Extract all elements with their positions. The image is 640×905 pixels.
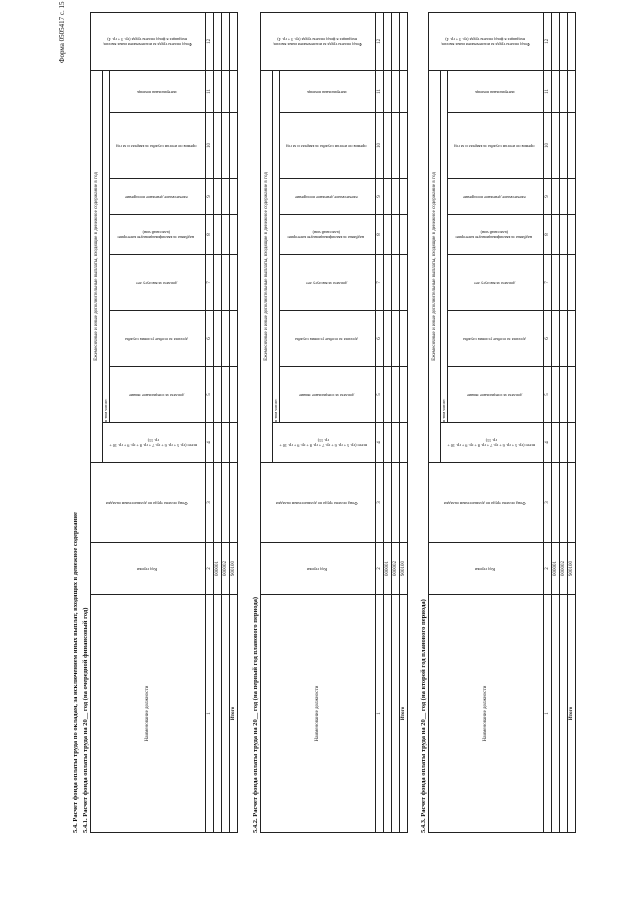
cell-input[interactable] bbox=[560, 12, 568, 70]
form-code: Форма 0505417 с. 15 bbox=[58, 1, 66, 63]
cell-input[interactable] bbox=[400, 70, 408, 112]
cell-input[interactable] bbox=[384, 423, 392, 463]
total-code: 900100 bbox=[568, 543, 576, 595]
cell-input[interactable] bbox=[552, 463, 560, 543]
cell-input[interactable] bbox=[230, 215, 238, 255]
section-title-1: 5.4.1. Расчет фонда оплаты труда на 20__ год (на очередной финансовый год) bbox=[82, 607, 89, 833]
total-label: Итого bbox=[400, 595, 408, 833]
cell-input[interactable] bbox=[222, 595, 230, 833]
cell-input[interactable] bbox=[222, 463, 230, 543]
col-num: 3 bbox=[206, 463, 214, 543]
cell-input[interactable] bbox=[222, 423, 230, 463]
col-num: 11 bbox=[206, 70, 214, 112]
total-code: 900100 bbox=[230, 543, 238, 595]
table-row bbox=[214, 12, 222, 832]
cell-input[interactable] bbox=[222, 255, 230, 311]
cell-input[interactable] bbox=[552, 367, 560, 423]
cell-input[interactable] bbox=[222, 215, 230, 255]
col-num: 12 bbox=[206, 12, 214, 70]
cell-input[interactable] bbox=[214, 595, 222, 833]
table-row bbox=[384, 12, 392, 832]
total-label: Итого bbox=[568, 595, 576, 833]
cell-input[interactable] bbox=[400, 215, 408, 255]
header-position: Наименование должности bbox=[261, 595, 376, 833]
header-secrecy: ежемесячное денежное поощрение bbox=[110, 179, 206, 215]
cell-input[interactable] bbox=[384, 12, 392, 70]
total-row bbox=[400, 12, 408, 832]
col-num: 11 bbox=[376, 70, 384, 112]
cell-input[interactable] bbox=[568, 215, 576, 255]
cell-input[interactable] bbox=[230, 255, 238, 311]
cell-input[interactable] bbox=[392, 179, 400, 215]
cell-input[interactable] bbox=[214, 255, 222, 311]
header-code: Код строки bbox=[429, 543, 544, 595]
cell-input[interactable] bbox=[568, 70, 576, 112]
cell-input[interactable] bbox=[568, 255, 576, 311]
cell-input[interactable] bbox=[384, 179, 392, 215]
fund-table-3 bbox=[428, 12, 576, 833]
header-special-rank: доплата за специальное звание bbox=[448, 367, 544, 423]
header-fund-total: Фонд оплаты труда за исключением иных выплат, входящих в фонд оплаты труда (гр. 3 + гр. 4) bbox=[261, 12, 376, 70]
cell-input[interactable] bbox=[230, 367, 238, 423]
main-title: 5.4. Расчет фонда оплаты труда по окладам, за исключением иных выплат, входящих в денежное содержание bbox=[72, 512, 79, 833]
header-special-conditions: доплата за особые условия службы bbox=[110, 311, 206, 367]
header-group: Ежемесячные и иные дополнительные выплаты, входящие в денежное содержание в год bbox=[91, 70, 103, 462]
col-num: 6 bbox=[206, 311, 214, 367]
header-group: Ежемесячные и иные дополнительные выплаты, входящие в денежное содержание в год bbox=[261, 70, 273, 462]
col-num: 4 bbox=[206, 423, 214, 463]
cell-input[interactable] bbox=[222, 70, 230, 112]
col-num: 9 bbox=[544, 179, 552, 215]
cell-input[interactable] bbox=[222, 113, 230, 179]
col-num: 2 bbox=[544, 543, 552, 595]
cell-input[interactable] bbox=[400, 113, 408, 179]
cell-input[interactable] bbox=[222, 179, 230, 215]
section-title-3: 5.4.3. Расчет фонда оплаты труда на 20__ год (на второй год планового периода) bbox=[420, 599, 427, 833]
cell-input[interactable] bbox=[568, 423, 576, 463]
cell-input[interactable] bbox=[568, 367, 576, 423]
col-num: 3 bbox=[376, 463, 384, 543]
table-row bbox=[560, 12, 568, 832]
header-in-that: в том числе: bbox=[103, 70, 110, 422]
cell-input[interactable] bbox=[568, 12, 576, 70]
header-special-conditions: доплата за особые условия службы bbox=[448, 311, 544, 367]
col-num: 7 bbox=[376, 255, 384, 311]
col-num: 7 bbox=[544, 255, 552, 311]
cell-input[interactable] bbox=[384, 463, 392, 543]
fund-table-1 bbox=[90, 12, 238, 833]
col-num: 9 bbox=[376, 179, 384, 215]
cell-input[interactable] bbox=[230, 179, 238, 215]
header-length-service: доплата за выслугу лет bbox=[110, 255, 206, 311]
row-code: 000002 bbox=[392, 543, 400, 595]
col-num: 5 bbox=[376, 367, 384, 423]
col-num: 6 bbox=[544, 311, 552, 367]
col-num: 10 bbox=[206, 113, 214, 179]
header-position: Наименование должности bbox=[91, 595, 206, 833]
total-row bbox=[230, 12, 238, 832]
total-label: Итого bbox=[230, 595, 238, 833]
col-num: 11 bbox=[544, 70, 552, 112]
header-length-service: доплата за выслугу лет bbox=[280, 255, 376, 311]
cell-input[interactable] bbox=[560, 463, 568, 543]
cell-input[interactable] bbox=[384, 70, 392, 112]
header-fund-salary: Фонд оплаты труда по должностным окладам bbox=[91, 463, 206, 543]
cell-input[interactable] bbox=[230, 423, 238, 463]
cell-input[interactable] bbox=[222, 12, 230, 70]
header-total: всего (гр. 5 + гр. 6 + гр. 7 + гр. 8 + гр. 9 + гр. 10 + гр. 11) bbox=[441, 423, 544, 463]
cell-input[interactable] bbox=[560, 179, 568, 215]
cell-input[interactable] bbox=[552, 70, 560, 112]
col-num: 1 bbox=[206, 595, 214, 833]
row-code: 000002 bbox=[222, 543, 230, 595]
header-premium: премия по итогам службы за квартал и за год bbox=[448, 113, 544, 179]
header-total: всего (гр. 5 + гр. 6 + гр. 7 + гр. 8 + гр. 9 + гр. 10 + гр. 11) bbox=[103, 423, 206, 463]
cell-input[interactable] bbox=[392, 595, 400, 833]
cell-input[interactable] bbox=[392, 255, 400, 311]
cell-input[interactable] bbox=[222, 311, 230, 367]
cell-input[interactable] bbox=[392, 113, 400, 179]
col-num: 7 bbox=[206, 255, 214, 311]
header-fund-total: Фонд оплаты труда за исключением иных выплат, входящих в фонд оплаты труда (гр. 3 + гр. 4) bbox=[429, 12, 544, 70]
header-length-service: доплата за выслугу лет bbox=[448, 255, 544, 311]
header-material-aid: материальная помощь bbox=[280, 70, 376, 112]
cell-input[interactable] bbox=[552, 595, 560, 833]
cell-input[interactable] bbox=[560, 113, 568, 179]
col-num: 4 bbox=[544, 423, 552, 463]
cell-input[interactable] bbox=[552, 113, 560, 179]
cell-input[interactable] bbox=[552, 179, 560, 215]
cell-input[interactable] bbox=[552, 255, 560, 311]
cell-input[interactable] bbox=[400, 311, 408, 367]
header-group: Ежемесячные и иные дополнительные выплаты, входящие в денежное содержание в год bbox=[429, 70, 441, 462]
cell-input[interactable] bbox=[568, 113, 576, 179]
cell-input[interactable] bbox=[230, 311, 238, 367]
col-num: 5 bbox=[544, 367, 552, 423]
column-number-row bbox=[544, 12, 552, 832]
col-num: 8 bbox=[376, 215, 384, 255]
total-code: 900100 bbox=[400, 543, 408, 595]
cell-input[interactable] bbox=[214, 215, 222, 255]
header-position: Наименование должности bbox=[429, 595, 544, 833]
cell-input[interactable] bbox=[560, 595, 568, 833]
cell-input[interactable] bbox=[400, 463, 408, 543]
header-qualification: надбавка за квалификационную категорию (классный чин) bbox=[280, 215, 376, 255]
col-num: 1 bbox=[376, 595, 384, 833]
col-num: 12 bbox=[544, 12, 552, 70]
col-num: 9 bbox=[206, 179, 214, 215]
cell-input[interactable] bbox=[384, 595, 392, 833]
header-fund-total: Фонд оплаты труда за исключением иных выплат, входящих в фонд оплаты труда (гр. 3 + гр. 4) bbox=[91, 12, 206, 70]
col-num: 1 bbox=[544, 595, 552, 833]
cell-input[interactable] bbox=[560, 215, 568, 255]
row-code: 000002 bbox=[560, 543, 568, 595]
cell-input[interactable] bbox=[392, 367, 400, 423]
cell-input[interactable] bbox=[230, 12, 238, 70]
cell-input[interactable] bbox=[214, 113, 222, 179]
header-qualification: надбавка за квалификационную категорию (классный чин) bbox=[448, 215, 544, 255]
col-num: 10 bbox=[376, 113, 384, 179]
cell-input[interactable] bbox=[222, 367, 230, 423]
total-row bbox=[568, 12, 576, 832]
header-special-rank: доплата за специальное звание bbox=[280, 367, 376, 423]
cell-input[interactable] bbox=[400, 367, 408, 423]
header-material-aid: материальная помощь bbox=[448, 70, 544, 112]
col-num: 12 bbox=[376, 12, 384, 70]
cell-input[interactable] bbox=[214, 179, 222, 215]
header-premium: премия по итогам службы за квартал и за год bbox=[110, 113, 206, 179]
col-num: 10 bbox=[544, 113, 552, 179]
col-num: 8 bbox=[544, 215, 552, 255]
cell-input[interactable] bbox=[230, 70, 238, 112]
cell-input[interactable] bbox=[214, 463, 222, 543]
cell-input[interactable] bbox=[400, 12, 408, 70]
header-special-conditions: доплата за особые условия службы bbox=[280, 311, 376, 367]
cell-input[interactable] bbox=[560, 311, 568, 367]
header-secrecy: ежемесячное денежное поощрение bbox=[280, 179, 376, 215]
col-num: 2 bbox=[376, 543, 384, 595]
cell-input[interactable] bbox=[400, 423, 408, 463]
header-total: всего (гр. 5 + гр. 6 + гр. 7 + гр. 8 + гр. 9 + гр. 10 + гр. 11) bbox=[273, 423, 376, 463]
cell-input[interactable] bbox=[230, 463, 238, 543]
table-row bbox=[552, 12, 560, 832]
table-row bbox=[222, 12, 230, 832]
col-num: 6 bbox=[376, 311, 384, 367]
cell-input[interactable] bbox=[214, 367, 222, 423]
cell-input[interactable] bbox=[560, 255, 568, 311]
cell-input[interactable] bbox=[552, 311, 560, 367]
fund-table-2 bbox=[260, 12, 408, 833]
column-number-row bbox=[376, 12, 384, 832]
cell-input[interactable] bbox=[392, 423, 400, 463]
row-code: 000001 bbox=[552, 543, 560, 595]
header-secrecy: ежемесячное денежное поощрение bbox=[448, 179, 544, 215]
row-code: 000001 bbox=[384, 543, 392, 595]
cell-input[interactable] bbox=[214, 311, 222, 367]
col-num: 8 bbox=[206, 215, 214, 255]
cell-input[interactable] bbox=[230, 113, 238, 179]
col-num: 3 bbox=[544, 463, 552, 543]
cell-input[interactable] bbox=[384, 113, 392, 179]
header-code: Код строки bbox=[261, 543, 376, 595]
cell-input[interactable] bbox=[392, 70, 400, 112]
cell-input[interactable] bbox=[400, 255, 408, 311]
header-code: Код строки bbox=[91, 543, 206, 595]
table-row bbox=[392, 12, 400, 832]
cell-input[interactable] bbox=[560, 423, 568, 463]
col-num: 2 bbox=[206, 543, 214, 595]
column-number-row bbox=[206, 12, 214, 832]
cell-input[interactable] bbox=[384, 311, 392, 367]
cell-input[interactable] bbox=[568, 463, 576, 543]
cell-input[interactable] bbox=[392, 311, 400, 367]
cell-input[interactable] bbox=[384, 255, 392, 311]
col-num: 4 bbox=[376, 423, 384, 463]
header-material-aid: материальная помощь bbox=[110, 70, 206, 112]
cell-input[interactable] bbox=[384, 215, 392, 255]
cell-input[interactable] bbox=[392, 463, 400, 543]
cell-input[interactable] bbox=[214, 423, 222, 463]
cell-input[interactable] bbox=[560, 70, 568, 112]
header-special-rank: доплата за специальное звание bbox=[110, 367, 206, 423]
col-num: 5 bbox=[206, 367, 214, 423]
header-qualification: надбавка за квалификационную категорию (классный чин) bbox=[110, 215, 206, 255]
row-code: 000001 bbox=[214, 543, 222, 595]
header-in-that: в том числе: bbox=[273, 70, 280, 422]
header-fund-salary: Фонд оплаты труда по должностным окладам bbox=[429, 463, 544, 543]
cell-input[interactable] bbox=[384, 367, 392, 423]
cell-input[interactable] bbox=[568, 311, 576, 367]
cell-input[interactable] bbox=[552, 423, 560, 463]
cell-input[interactable] bbox=[560, 367, 568, 423]
header-premium: премия по итогам службы за квартал и за год bbox=[280, 113, 376, 179]
cell-input[interactable] bbox=[392, 215, 400, 255]
header-in-that: в том числе: bbox=[441, 70, 448, 422]
cell-input[interactable] bbox=[552, 215, 560, 255]
section-title-2: 5.4.2. Расчет фонда оплаты труда на 20__ год (на первый год планового периода) bbox=[252, 596, 259, 833]
cell-input[interactable] bbox=[392, 12, 400, 70]
header-fund-salary: Фонд оплаты труда по должностным окладам bbox=[261, 463, 376, 543]
cell-input[interactable] bbox=[214, 12, 222, 70]
cell-input[interactable] bbox=[400, 179, 408, 215]
cell-input[interactable] bbox=[214, 70, 222, 112]
cell-input[interactable] bbox=[568, 179, 576, 215]
cell-input[interactable] bbox=[552, 12, 560, 70]
